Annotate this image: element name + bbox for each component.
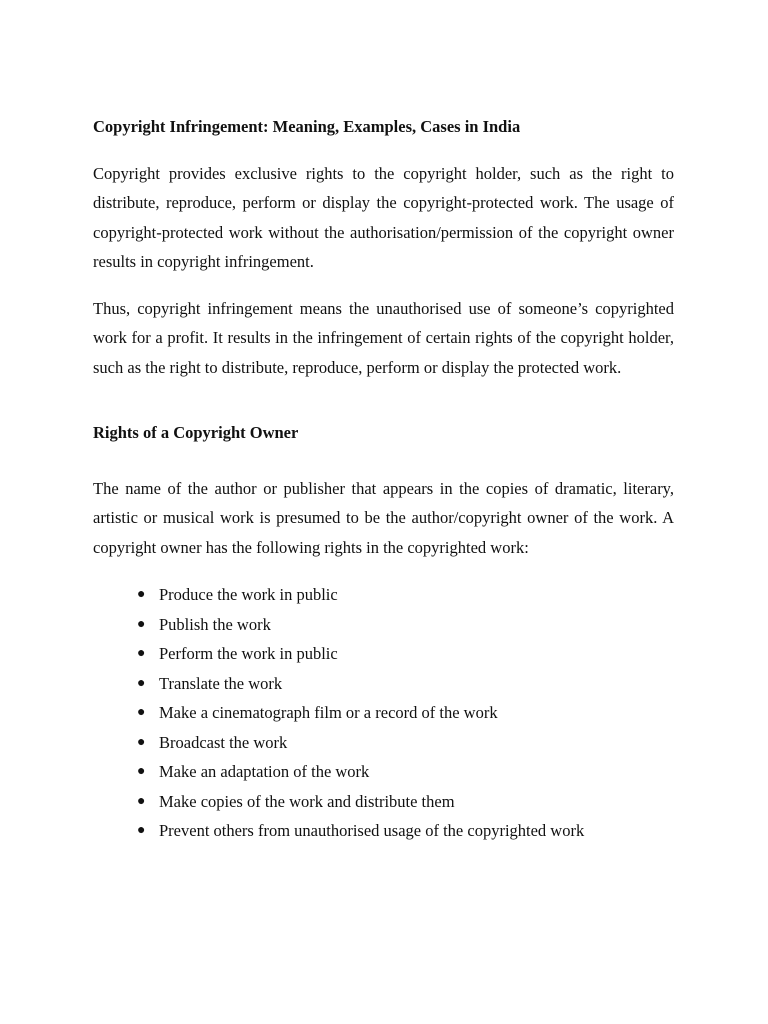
list-item-text: Make a cinematograph film or a record of the work — [159, 703, 498, 722]
list-item — [137, 816, 674, 846]
document-page — [93, 112, 674, 846]
bullet-icon: ● — [137, 793, 146, 809]
list-item — [137, 669, 674, 699]
rights-list — [93, 580, 674, 846]
list-item — [137, 787, 674, 817]
bullet-icon: ● — [137, 734, 146, 750]
definition-paragraph: Thus, copyright infringement means the unauthorised use of someone’s copyrighted work for a profit. It results in the infringement of certain rights of the copyright holder, such as the right to distribute, reproduce, perform or display the protected work. — [93, 298, 674, 377]
bullet-icon: ● — [137, 675, 146, 691]
list-item — [137, 610, 674, 640]
bullet-icon: ● — [137, 616, 146, 632]
bullet-icon: ● — [137, 646, 146, 661]
list-item — [137, 757, 674, 787]
list-item-text: Publish the work — [159, 614, 271, 634]
list-item — [137, 728, 674, 758]
intro-paragraph: Copyright provides exclusive rights to the copyright holder, such as the right to distribute, reproduce, perform or display the copyright-protected work. The usage of copyright-protected work without the authorisation/permission of the copyright owner results in copyright infringement. — [93, 163, 674, 271]
list-item-text: Prevent others from unauthorised usage of the copyrighted work — [159, 821, 585, 840]
list-item — [137, 698, 674, 728]
rights-intro-paragraph: The name of the author or publisher that appears in the copies of dramatic, literary, artistic or musical work is presumed to be the author/copyright owner of the work. A copyright owner has the following rights in the copyrighted work: — [93, 478, 674, 557]
list-item-text: Translate the work — [159, 673, 283, 693]
bullet-icon: ● — [137, 823, 146, 838]
list-item-text: Make copies of the work and distribute them — [159, 791, 455, 811]
list-item-text: Produce the work in public — [159, 585, 338, 604]
document-title: Copyright Infringement: Meaning, Examples, Cases in India — [93, 117, 521, 136]
bullet-icon: ● — [137, 764, 146, 779]
list-item — [137, 639, 674, 669]
bullet-icon: ● — [137, 705, 146, 720]
bullet-icon: ● — [137, 587, 146, 602]
section-heading-rights: Rights of a Copyright Owner — [93, 423, 299, 442]
list-item — [137, 580, 674, 610]
list-item-text: Perform the work in public — [159, 644, 338, 663]
list-item-text: Make an adaptation of the work — [159, 762, 370, 781]
list-item-text: Broadcast the work — [159, 732, 288, 752]
